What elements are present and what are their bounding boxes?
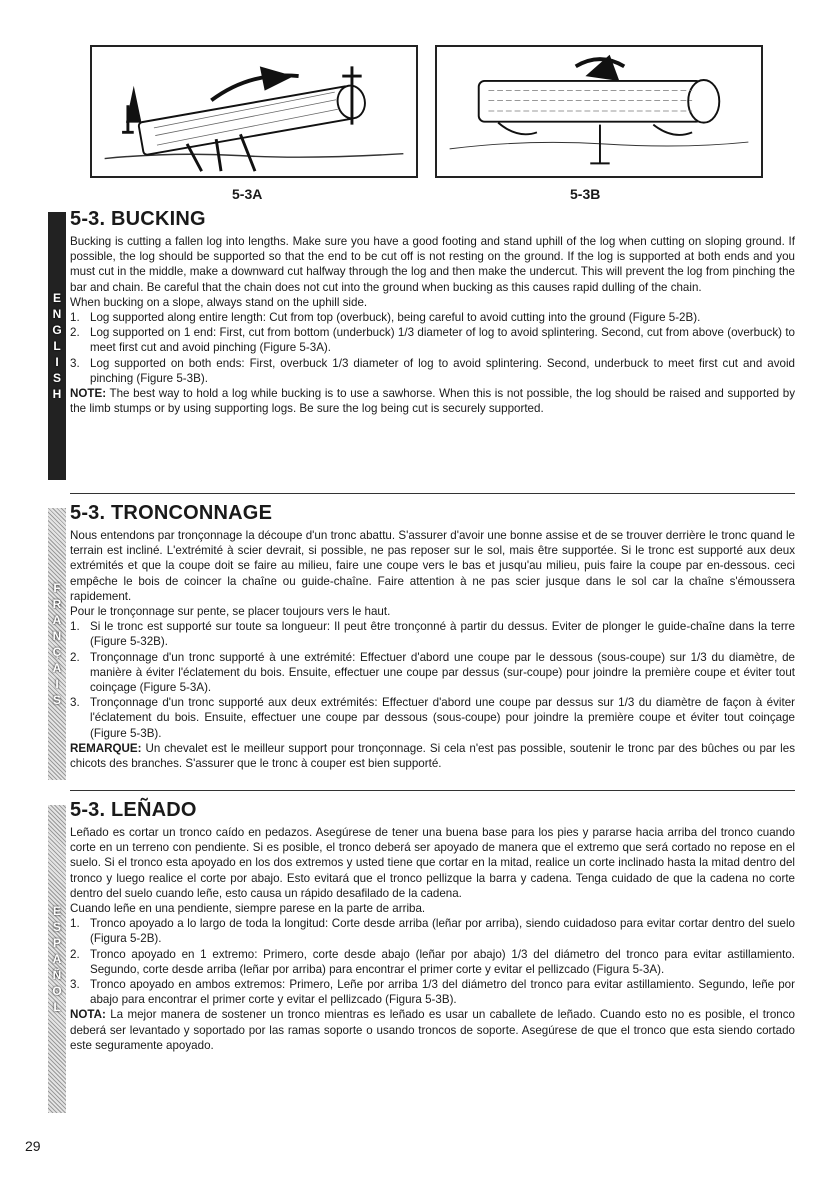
list-item: 2. Tronco apoyado en 1 extremo: Primero, corte desde abajo (leñar por abajo) 1/3 del diámetro del tronco para evitar astillamiento. Segundo, corte desde arriba (leñar por arriba) para encontrar el primer corte y evitar el pellizcado (Figura 5-3A).	[70, 947, 795, 976]
french-language-tab: F R A N Ç A I S	[48, 508, 66, 780]
page-number: 29	[25, 1138, 41, 1154]
english-section	[70, 208, 795, 416]
section-title: 5-3. LEÑADO	[70, 799, 197, 821]
log-supported-both-ends-illustration	[437, 47, 761, 176]
spanish-section	[70, 799, 795, 1053]
list-item: 1. Si le tronc est supporté sur toute sa longueur: Il peut être tronçonné à partir du dessus. Eviter de plonger le guide-chaîne dans la terre (Figure 5-32B).	[70, 620, 795, 649]
section-title: 5-3. BUCKING	[70, 208, 206, 230]
slope-instruction: When bucking on a slope, always stand on the uphill side.	[70, 295, 368, 309]
figure-caption-b: 5-3B	[570, 186, 601, 202]
section-title: 5-3. TRONCONNAGE	[70, 502, 273, 524]
list-item: 3. Tronco apoyado en ambos extremos: Primero, Leñe por arriba 1/3 del diámetro del tronco para evitar astillamiento. Segundo, leñe por abajo para encontrar el primer corte y evitar el pellizcado (Figura 5-3B).	[70, 978, 795, 1007]
list-item: 2. Log supported on 1 end: First, cut from bottom (underbuck) 1/3 diameter of log to avoid splintering. Second, cut from above (overbuck) to meet first cut and avoid pinching (Figure 5-3A).	[70, 326, 795, 355]
note-paragraph: NOTA: La mejor manera de sostener un tronco mientras es leñado es usar un caballete de leñado. Cuando esto no es posible, el tronco deberá ser levantado y soportado por las ramas soporte o usando troncos de soporte. Asegúrese de que el tronco que esta siendo cortado este seguramente apoyado.	[70, 1008, 795, 1052]
note-paragraph: REMARQUE: Un chevalet est le meilleur support pour tronçonnage. Si cela n'est pas possible, soutenir le tronc par des bûches ou par les chicots des branches. S'assurer que le tronc à couper est bien supporté.	[70, 741, 795, 771]
figure-5-3b	[435, 45, 763, 178]
section-divider	[70, 790, 795, 791]
intro-paragraph: Nous entendons par tronçonnage la découpe d'un tronc abattu. S'assurer d'avoir une bonne assise et de se trouver derrière le tronc quand le terrain est incliné. L'extrémité à scier devrait, si possible, ne pas reposer sur le sol, mais être supportée. Si le tronc est supporté aux deux extrémités et que la coupe doit se faire au milieu, faire une coupe vers le bas et jusqu'au milieu, puis faire la coupe par en-dessous. ceci empêche le bois de coincer la chaîne ou guide-chaîne. Faire attention à ne pas scier jusque dans le sol car la chaîne s'émoussera rapidement.	[70, 529, 795, 603]
list-item: 2. Tronçonnage d'un tronc supporté à une extrémité: Effectuer d'abord une coupe par le dessous (sous-coupe) sur 1/3 du diamètre, de manière à éviter l'éclatement du bois. Ensuite, effectuer une coupe par dessus (sur-coupe) pour joindre la première coupe et éviter tout coinçage (Figure 5-3A).	[70, 650, 795, 695]
list-item: 3. Tronçonnage d'un tronc supporté aux deux extrémités: Effectuer d'abord une coupe par dessus sur 1/3 du diamètre de façon à éviter l'éclatement du bois. Ensuite, effectuer une coupe par dessous (sous-coupe) pour joindre la première coupe et éviter tout coinçage (Figure 5-3B).	[70, 696, 795, 740]
intro-paragraph: Leñado es cortar un tronco caído en pedazos. Asegúrese de tener una buena base para los pies y pararse hacia arriba del tronco cuando corte en un terreno con pendiente. Si es posible, el tronco deberá ser apoyado de manera que el extremo que será cortado no repose en el suelo. Si el tronco esta apoyado en los dos extremos y usted tiene que cortar en la mitad, realice un corte inclinado hasta la mitad dentro del tronco y luego realice el corte por abajo. Esto evitará que el tronco pellizque la barra y cadena. Tenga cuidado de que la cadena no corte dentro del suelo cuando leñe, esto causa un rápido desafilado de la cadena.	[70, 826, 795, 900]
figure-5-3a	[90, 45, 418, 178]
section-divider	[70, 493, 795, 494]
french-section	[70, 502, 795, 771]
instruction-list	[70, 619, 795, 741]
english-language-tab: E N G L I S H	[48, 212, 66, 480]
list-item: 1. Tronco apoyado a lo largo de toda la longitud: Corte desde arriba (leñar por arriba), siendo cuidadoso para evitar cortar dentro del suelo (Figura 5-2B).	[70, 917, 795, 946]
list-item: 3. Log supported on both ends: First, overbuck 1/3 diameter of log to avoid splintering. Second, underbuck to meet first cut and avoid pinching (Figure 5-3B).	[70, 356, 795, 385]
slope-instruction: Cuando leñe en una pendiente, siempre parese en la parte de arriba.	[70, 902, 426, 916]
note-paragraph: NOTE: The best way to hold a log while bucking is to use a sawhorse. When this is not possible, the log should be raised and supported by the limb stumps or by using supporting logs. Be sure the log being cut is securely supported.	[70, 387, 795, 416]
intro-paragraph: Bucking is cutting a fallen log into lengths. Make sure you have a good footing and stand uphill of the log when cutting on sloping ground. If possible, the log should be supported so that the end to be cut off is not resting on the ground. If the log is supported at both ends and you must cut in the middle, make a downward cut halfway through the log and then make the undercut. This will prevent the log from pinching the bar and chain. Be careful that the chain does not cut into the ground when bucking as this causes rapid dulling of the chain.	[70, 235, 795, 294]
list-item: 1. Log supported along entire length: Cut from top (overbuck), being careful to avoid cutting into the ground (Figure 5-2B).	[70, 311, 701, 325]
instruction-list	[70, 310, 795, 386]
log-on-ground-illustration	[92, 47, 416, 176]
spanish-language-tab: E S P A Ñ O L	[48, 805, 66, 1113]
figure-caption-a: 5-3A	[232, 186, 263, 202]
slope-instruction: Pour le tronçonnage sur pente, se placer toujours vers le haut.	[70, 605, 391, 619]
instruction-list	[70, 916, 795, 1007]
